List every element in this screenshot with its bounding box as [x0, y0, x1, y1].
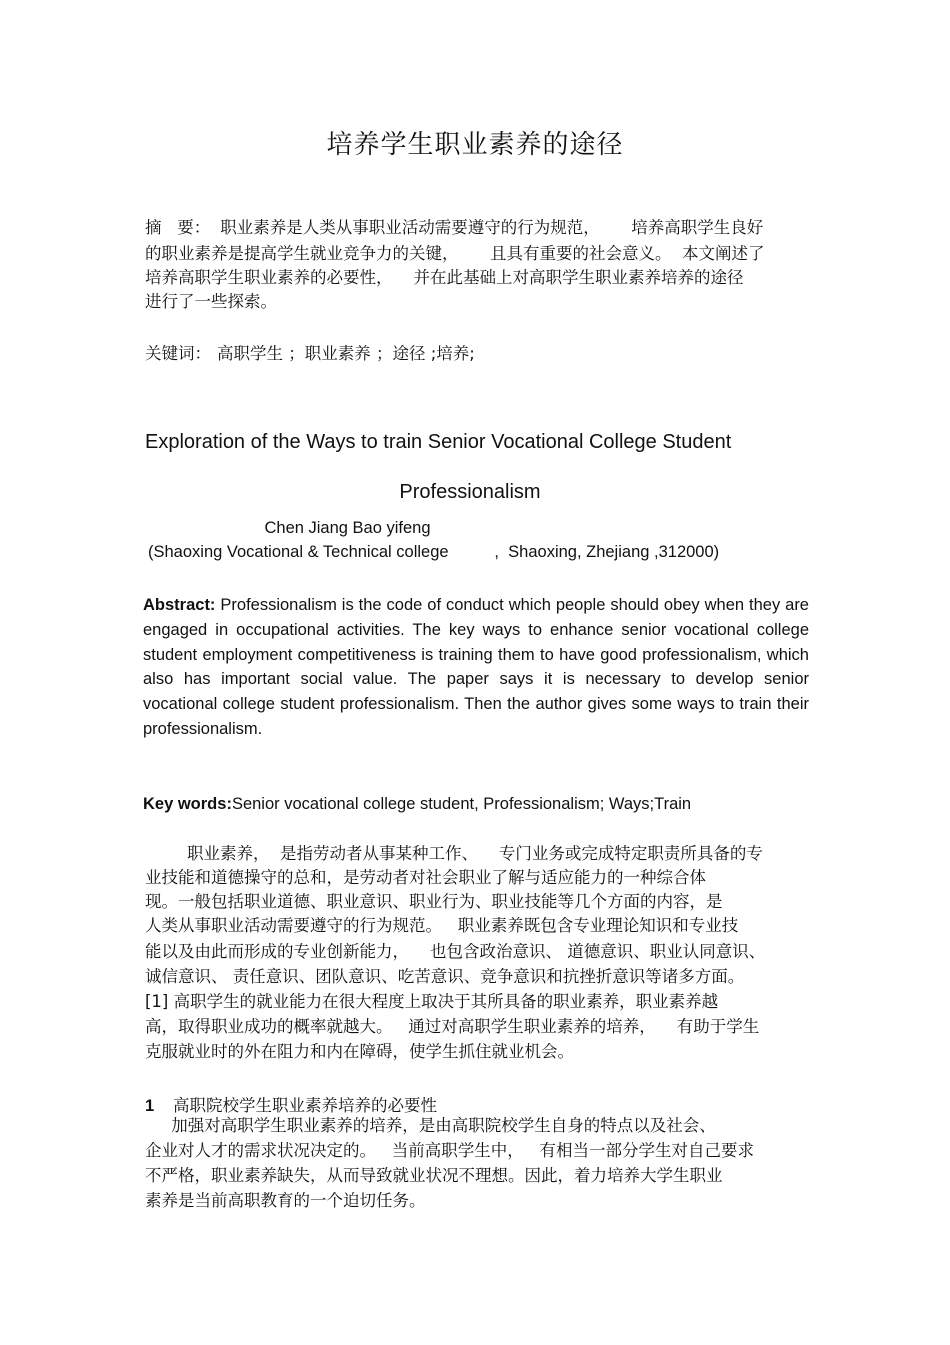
section-line: 不严格，职业素养缺失，从而导致就业状况不理想。因此，着力培养大学生职业: [145, 1166, 723, 1185]
abstract-en-text: Professionalism is the code of conduct which people should obey when they are engaged in occupational activities. The key ways to enhance senior vocational college student employment competitiveness is training them to have good professionalism, which also has important social value. The paper says it is necessary to develop senior vocational college student professionalism. Then the author gives some ways to train their professionalism.: [143, 596, 809, 738]
abstract-cn-line-2: 的职业素养是提高学生就业竞争力的关键， 且具有重要的社会意义。 本文阐述了: [145, 244, 765, 263]
intro-line: 高，取得职业成功的概率就越大。 通过对高职学生职业素养的培养， 有助于学生: [145, 1017, 760, 1036]
keywords-cn-text: 高职学生 ；职业素养 ；途径 ;培养;: [217, 344, 475, 363]
abstract-cn-label: 摘 要：: [145, 218, 211, 237]
section-number: 1: [145, 1097, 155, 1115]
intro-line: 克服就业时的外在阻力和内在障碍，使学生抓住就业机会。: [145, 1042, 574, 1061]
section-title: 高职院校学生职业素养培养的必要性: [173, 1096, 437, 1115]
section-line: 企业对人才的需求状况决定的。 当前高职学生中， 有相当一部分学生对自己要求: [145, 1141, 754, 1160]
keywords-en-text: Senior vocational college student, Professionalism; Ways;Train: [231, 795, 692, 813]
abstract-cn-line-3: 培养高职学生职业素养的必要性， 并在此基础上对高职学生职业素养培养的途径: [145, 268, 744, 287]
keywords-en: [143, 795, 691, 814]
keywords-cn-label: 关键词：: [145, 344, 211, 363]
affiliation: (Shaoxing Vocational & Technical college , Shaoxing, Zhejiang ,312000): [148, 543, 720, 561]
intro-line: 人类从事职业活动需要遵守的行为规范。 职业素养既包含专业理论知识和专业技: [145, 916, 739, 935]
abstract-cn-line-4: 进行了一些探索。: [145, 292, 277, 311]
intro-line: 职业素养， 是指劳动者从事某种工作、 专门业务或完成特定职责所具备的专: [145, 844, 763, 863]
keywords-en-label: Key words:: [143, 795, 232, 813]
keywords-cn: [145, 342, 475, 366]
intro-line: 诚信意识、 责任意识、团队意识、吃苦意识、竞争意识和抗挫折意识等诸多方面。: [145, 967, 745, 986]
section-line: 加强对高职学生职业素养的培养，是由高职院校学生自身的特点以及社会、: [145, 1116, 716, 1135]
abstract-cn-line-1: 摘 要： 职业素养是人类从事职业活动需要遵守的行为规范， 培养高职学生良好: [145, 218, 764, 237]
intro-line: 业技能和道德操守的总和，是劳动者对社会职业了解与适应能力的一种综合体: [145, 868, 706, 887]
english-title-line-2: Professionalism: [399, 481, 541, 503]
section-1-heading: [145, 1092, 437, 1116]
intro-line: [1] 高职学生的就业能力在很大程度上取决于其所具备的职业素养，职业素养越: [145, 992, 719, 1011]
intro-line: 现。一般包括职业道德、职业意识、职业行为、职业技能等几个方面的内容，是: [145, 892, 723, 911]
intro-line: 能以及由此而形成的专业创新能力， 也包含政治意识、 道德意识、职业认同意识、: [145, 942, 766, 961]
abstract-en-label: Abstract:: [143, 596, 216, 614]
abstract-en: [143, 593, 809, 742]
page-title: 培养学生职业素养的途径: [326, 130, 624, 160]
english-title-line-1: Exploration of the Ways to train Senior Vocational College Student: [145, 431, 732, 453]
authors: Chen Jiang Bao yifeng: [264, 519, 431, 537]
section-line: 素养是当前高职教育的一个迫切任务。: [145, 1191, 426, 1210]
